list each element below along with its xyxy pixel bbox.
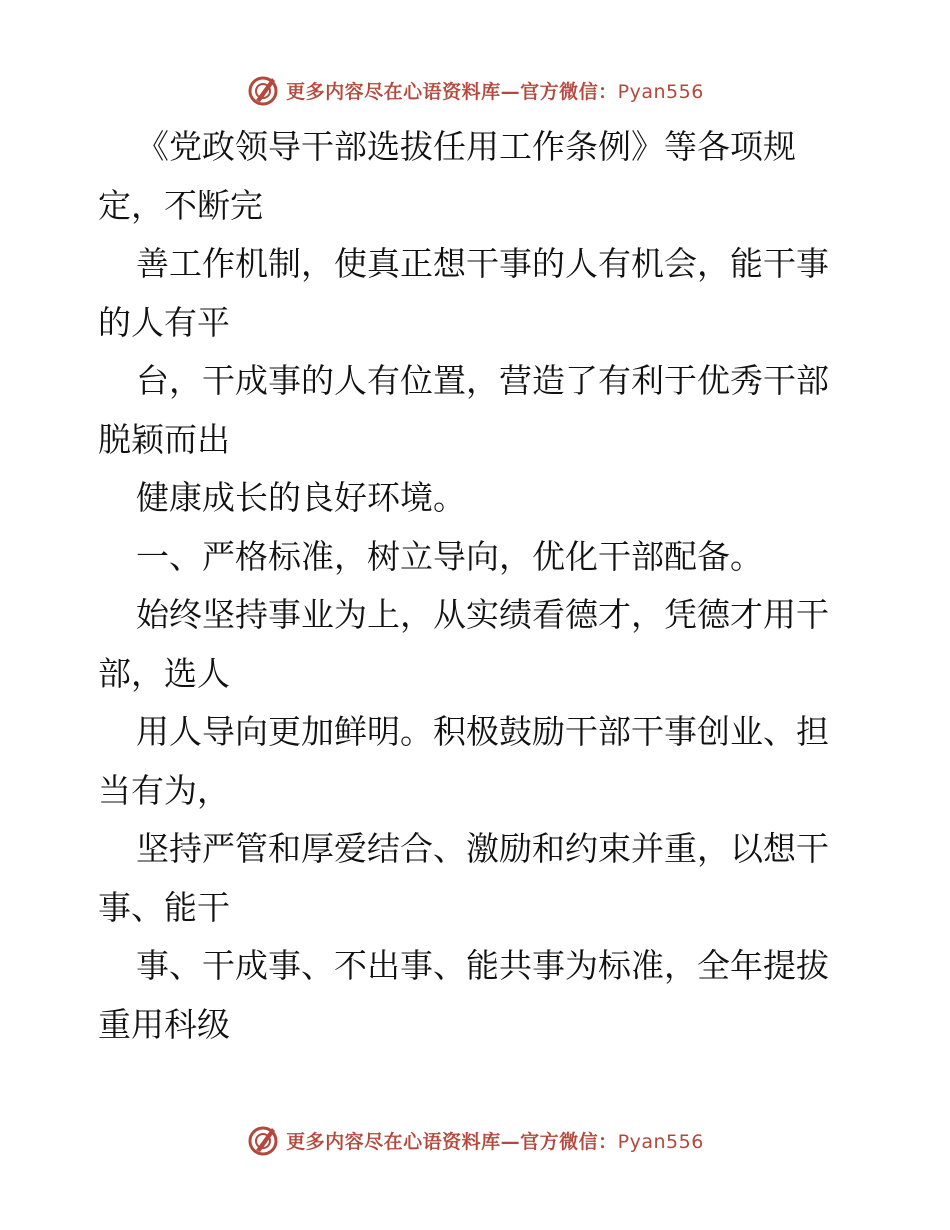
paragraph-line: 的人有平	[98, 302, 230, 342]
paragraph-line: 事、干成事、不出事、能共事为标准，全年提拔	[136, 946, 829, 985]
paragraph-line: 健康成长的良好环境。	[136, 478, 466, 517]
paragraph-line: 坚持严管和厚爱结合、激励和约束并重，以想干	[136, 829, 829, 868]
quill-logo-icon	[246, 1123, 280, 1157]
watermark-wechat-id: Pyan556	[617, 80, 704, 103]
paragraph-line: 事、能干	[98, 887, 230, 927]
paragraph-line: 《党政领导干部选拔任用工作条例》等各项规	[136, 127, 796, 166]
paragraph-line: 重用科级	[98, 1004, 230, 1044]
watermark-text: 更多内容尽在心语资料库—官方微信：Pyan556	[286, 1130, 704, 1153]
section-heading: 一、严格标准，树立导向，优化干部配备。	[136, 536, 763, 576]
paragraph-line: 始终坚持事业为上，从实绩看德才，凭德才用干	[136, 595, 829, 634]
document-body	[98, 118, 858, 1054]
paragraph-line: 脱颖而出	[98, 419, 230, 459]
paragraph-line: 台，干成事的人有位置，营造了有利于优秀干部	[136, 361, 829, 400]
quill-logo-icon	[246, 73, 280, 107]
paragraph-line: 定，不断完	[98, 185, 263, 225]
paragraph-line: 善工作机制，使真正想干事的人有机会，能干事	[136, 244, 829, 283]
header-watermark	[0, 70, 950, 110]
paragraph-line: 用人导向更加鲜明。积极鼓励干部干事创业、担	[136, 712, 829, 751]
watermark-wechat-id: Pyan556	[617, 1130, 704, 1153]
footer-watermark	[0, 1120, 950, 1160]
paragraph-line: 部，选人	[98, 653, 230, 693]
paragraph-line: 当有为，	[98, 770, 230, 810]
watermark-text: 更多内容尽在心语资料库—官方微信：Pyan556	[286, 80, 704, 103]
